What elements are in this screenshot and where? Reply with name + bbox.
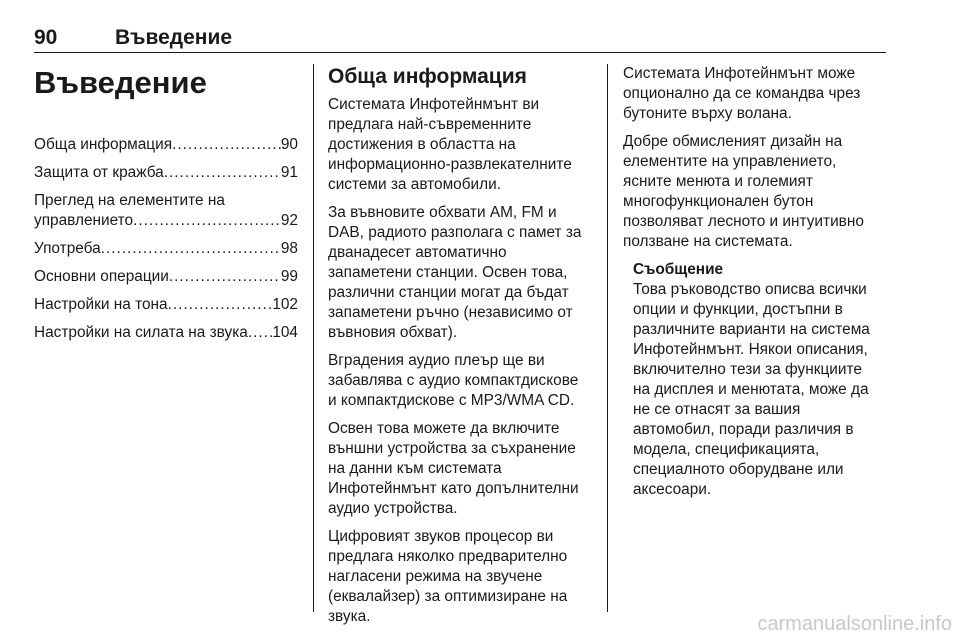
text-line: и компактдискове с MP3/WMA CD. <box>328 392 575 409</box>
toc-entry-text: Употреба <box>34 240 101 257</box>
text-line: информационно-развлекателните <box>328 156 572 173</box>
section-body <box>328 95 596 627</box>
paragraph <box>623 132 886 252</box>
text-line: на данни към системата <box>328 460 502 477</box>
toc-page-number: 91 <box>280 164 298 181</box>
paragraph <box>328 203 596 343</box>
text-line: запаметени ръчно (независимо от <box>328 304 573 321</box>
note-box <box>633 260 886 500</box>
text-line: елементите на управлението, <box>623 153 837 170</box>
toc-entry-row <box>34 239 298 259</box>
paragraph <box>328 527 596 627</box>
toc-entry-text: управлението <box>34 212 134 229</box>
toc-entry-text: Обща информация <box>34 136 173 153</box>
toc-leader-dots <box>169 267 281 287</box>
page-number: 90 <box>34 26 58 49</box>
running-title: Въведение <box>115 26 233 49</box>
text-line: аудио устройства. <box>328 500 458 517</box>
toc-page-number: 104 <box>272 324 298 341</box>
toc-entry-text: Основни операции <box>34 268 169 285</box>
text-line: запаметени станции. Освен това, <box>328 264 568 281</box>
toc-entry-row <box>34 135 298 155</box>
text-line: предлага няколко предварително <box>328 548 568 565</box>
text-line: (еквалайзер) за оптимизиране на <box>328 588 568 605</box>
table-of-contents <box>34 135 298 343</box>
text-line: включително тези за функциите <box>633 361 862 378</box>
text-line: предлага най-съвременните <box>328 116 532 133</box>
column-main <box>328 64 596 635</box>
text-line: бутоните върху волана. <box>623 105 792 122</box>
section-heading: Обща информация <box>328 65 527 88</box>
column-divider-1 <box>313 64 314 612</box>
toc-leader-dots <box>168 295 273 315</box>
text-line: DAB, радиото разполага с памет за <box>328 224 582 241</box>
column-toc <box>34 64 298 351</box>
text-line: Освен това можете да включите <box>328 420 560 437</box>
header-rule <box>34 52 886 53</box>
text-line: дванадесет автоматично <box>328 244 507 261</box>
column-divider-2 <box>607 64 608 612</box>
toc-leader-dots <box>101 239 281 259</box>
toc-entry-row <box>34 323 298 343</box>
note-heading: Съобщение <box>633 261 724 278</box>
column-continued <box>623 64 886 500</box>
text-line: опционално да се командва чрез <box>623 85 861 102</box>
text-line: аксесоари. <box>633 481 712 498</box>
text-line: специалното оборудване или <box>633 461 844 478</box>
text-line: Добре обмисленият дизайн на <box>623 133 843 150</box>
toc-page-number: 92 <box>280 212 298 229</box>
toc-entry-text: Настройки на тона <box>34 296 168 313</box>
text-line: Инфотейнмънт. Някои описания, <box>633 341 868 358</box>
text-line: не се отнасят за вашия <box>633 401 801 418</box>
text-line: ползване на системата. <box>623 233 793 250</box>
toc-entry <box>34 163 298 183</box>
toc-entry-row <box>34 163 298 183</box>
toc-entry-text: Преглед на елементите на <box>34 192 225 209</box>
toc-entry-row <box>34 267 298 287</box>
watermark: carmanualsonline.info <box>757 613 952 635</box>
text-line: достижения в областта на <box>328 136 516 153</box>
text-line: Системата Инфотейнмънт ви <box>328 96 540 113</box>
text-line: позволяват лесното и интуитивно <box>623 213 864 230</box>
toc-entry-text: Настройки на силата на звука <box>34 324 248 341</box>
paragraph <box>623 64 886 124</box>
toc-page-number: 102 <box>272 296 298 313</box>
toc-entry <box>34 135 298 155</box>
toc-entry <box>34 239 298 259</box>
text-line: забавлява с аудио компактдискове <box>328 372 579 389</box>
toc-page-number: 98 <box>280 240 298 257</box>
text-line: нагласени режима на звучене <box>328 568 543 585</box>
text-line: звука. <box>328 608 371 625</box>
text-line: Вградения аудио плеър ще ви <box>328 352 545 369</box>
text-line: Системата Инфотейнмънт може <box>623 65 856 82</box>
toc-page-number: 99 <box>280 268 298 285</box>
toc-leader-dots <box>164 163 281 183</box>
text-line: въвновия обхват). <box>328 324 458 341</box>
toc-entry <box>34 267 298 287</box>
paragraph <box>328 95 596 195</box>
page-header <box>34 26 886 54</box>
toc-entry <box>34 295 298 315</box>
toc-leader-dots <box>248 323 272 343</box>
toc-entry <box>34 323 298 343</box>
toc-entry-text: Защита от кражба <box>34 164 164 181</box>
text-line: външни устройства за съхранение <box>328 440 576 457</box>
text-line: Инфотейнмънт като допълнителни <box>328 480 579 497</box>
chapter-title: Въведение <box>34 65 207 100</box>
text-line: За въвновите обхвати AM, FM и <box>328 204 557 221</box>
text-line: автомобил, поради различия в <box>633 421 854 438</box>
text-line: на дисплея и менютата, може да <box>633 381 869 398</box>
paragraph <box>328 351 596 411</box>
toc-entry-row <box>34 295 298 315</box>
paragraph <box>328 419 596 519</box>
text-line: опции и функции, достъпни в <box>633 301 843 318</box>
text-line: многофункционален бутон <box>623 193 814 210</box>
toc-leader-dots <box>133 211 281 231</box>
text-line: системи за автомобили. <box>328 176 502 193</box>
toc-entry <box>34 191 298 231</box>
toc-page-number: 90 <box>280 136 298 153</box>
section-body-continued <box>623 64 886 252</box>
text-line: различни станции могат да бъдат <box>328 284 569 301</box>
text-line: ясните менюта и големият <box>623 173 813 190</box>
text-line: Цифровият звуков процесор ви <box>328 528 554 545</box>
text-line: различните варианти на система <box>633 321 870 338</box>
toc-entry-row <box>34 211 298 231</box>
note-text <box>633 280 886 500</box>
text-line: модела, спецификацията, <box>633 441 820 458</box>
text-line: Това ръководство описва всички <box>633 281 867 298</box>
toc-leader-dots <box>172 135 281 155</box>
